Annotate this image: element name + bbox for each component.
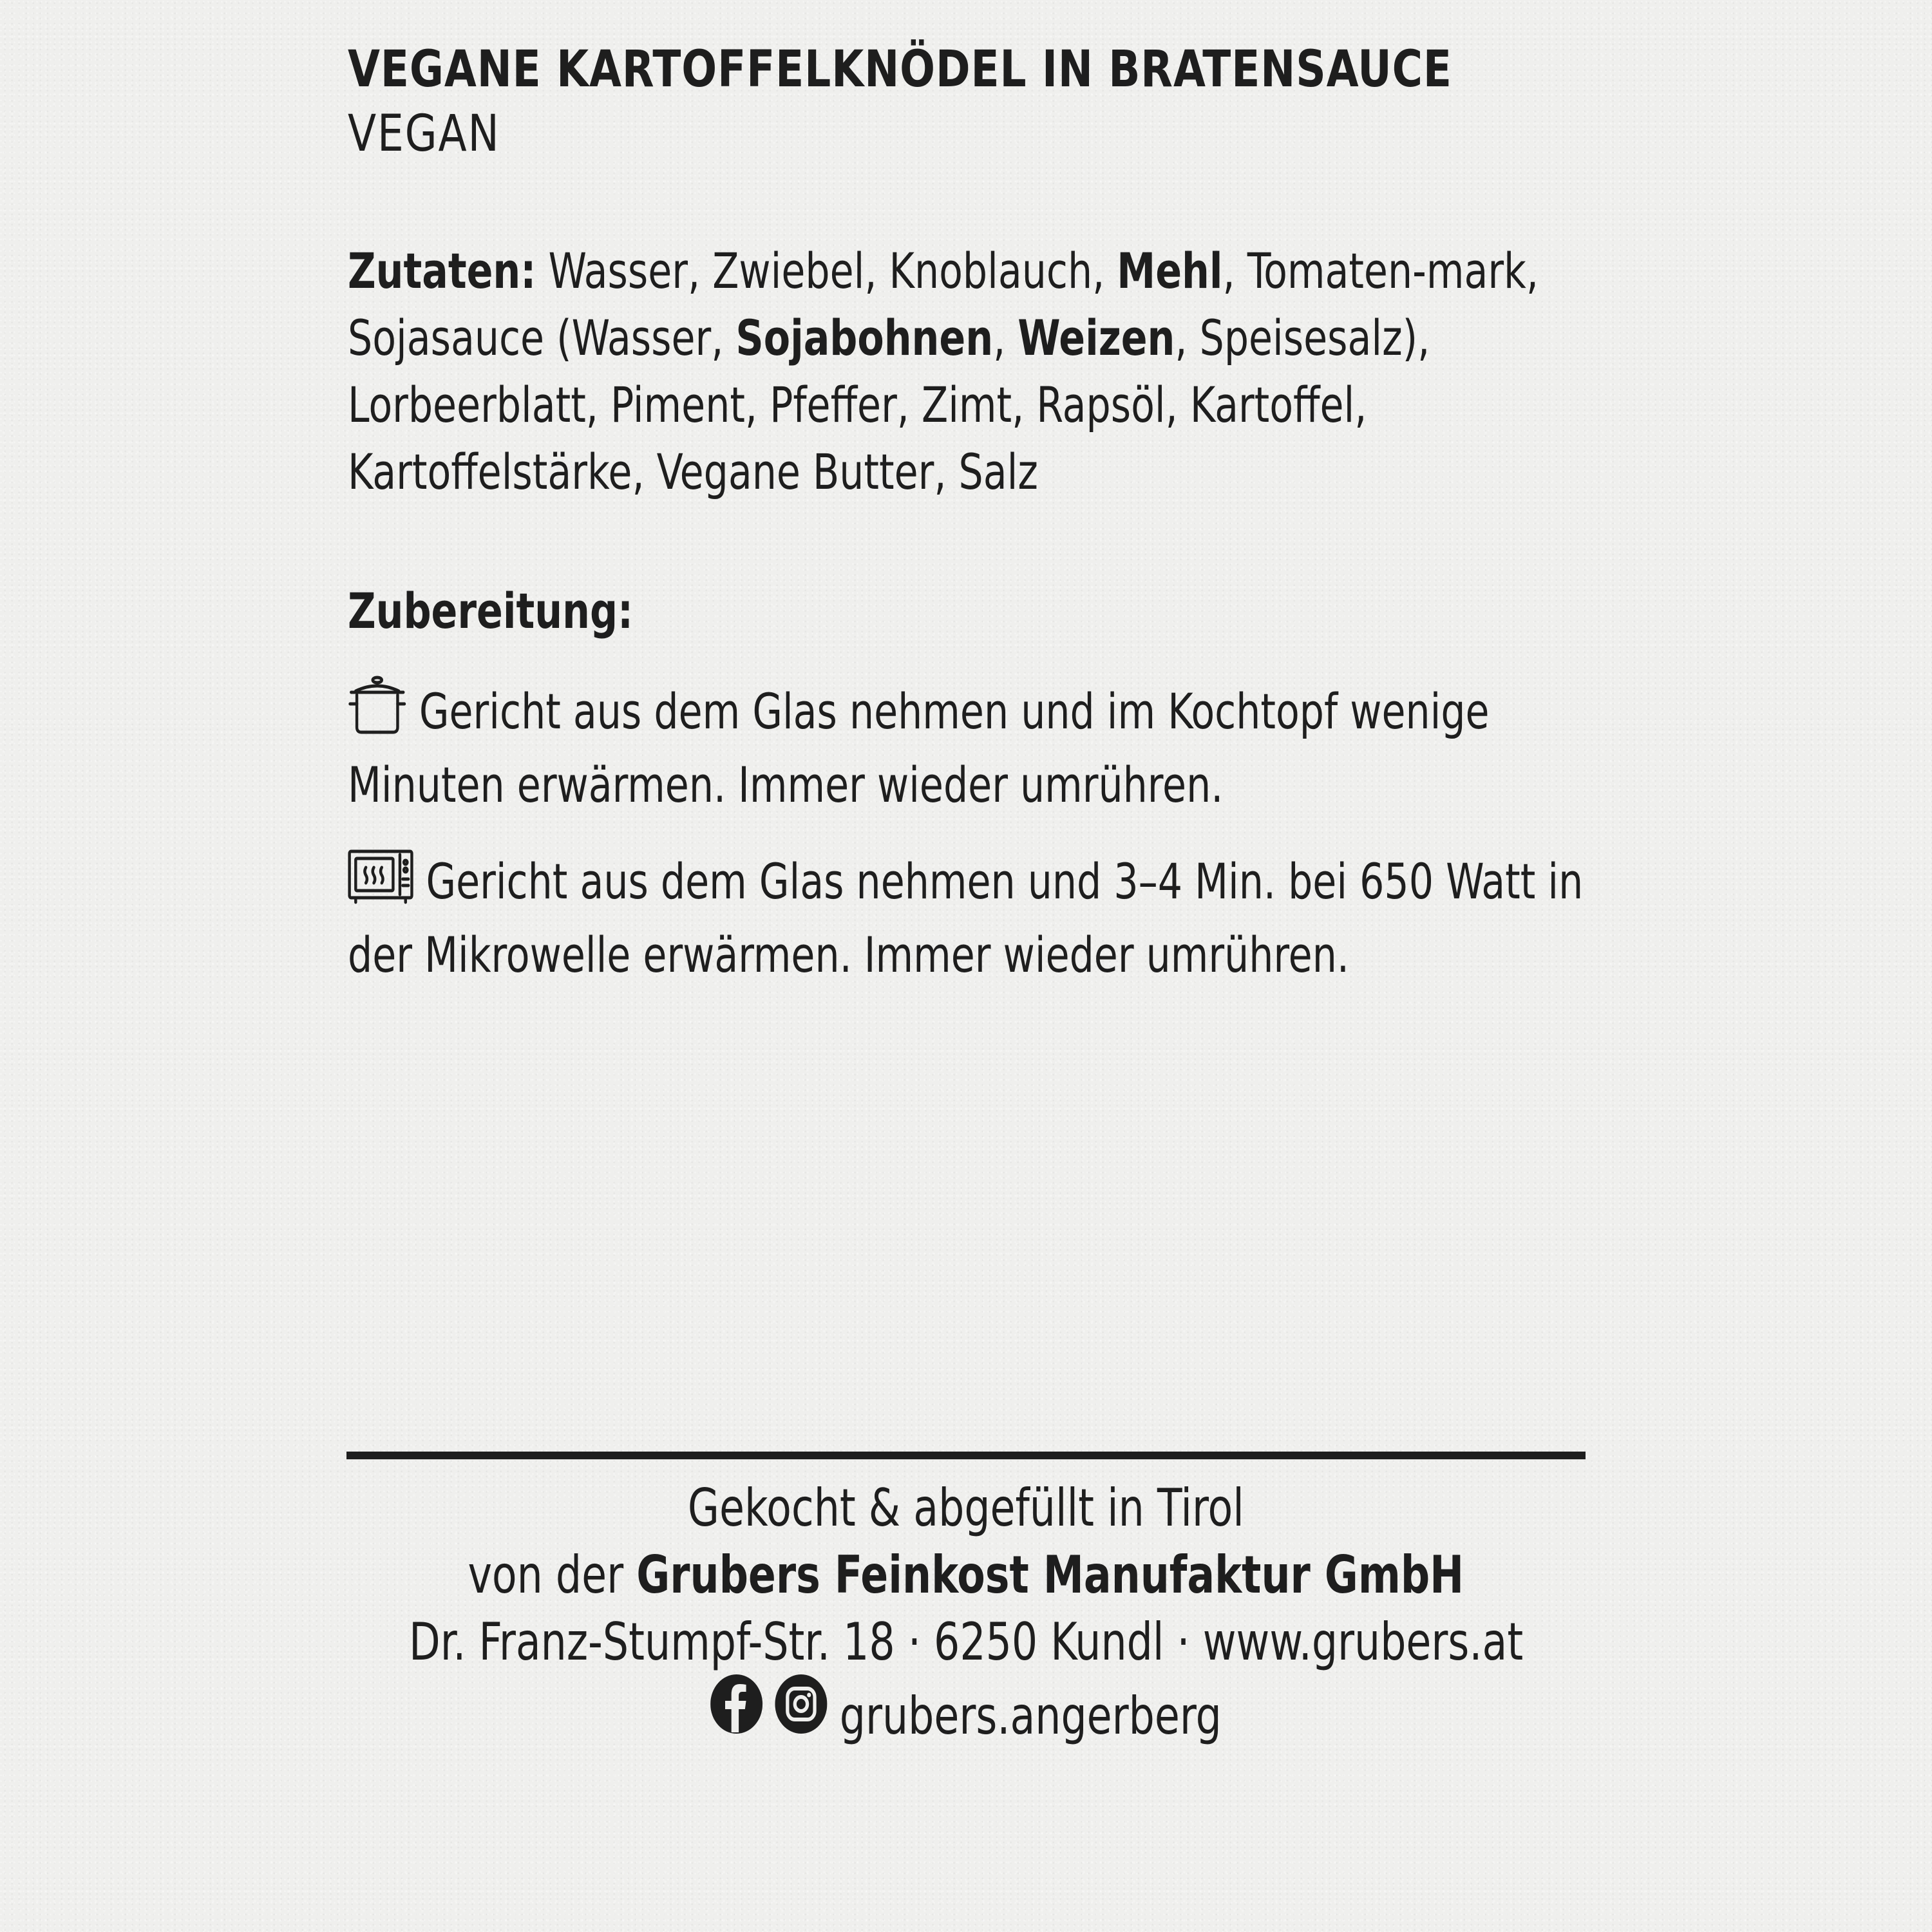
footer-line-2 — [0, 1542, 1932, 1609]
microwave-icon — [348, 849, 413, 922]
preparation-step-pot-text: Gericht aus dem Glas nehmen und im Kochtopf wenige Minuten erwärmen. Immer wieder umrühren. — [348, 682, 1490, 813]
instagram-icon[interactable] — [775, 1674, 827, 1734]
allergen-weizen: Weizen — [1018, 308, 1175, 366]
footer-address: Dr. Franz-Stumpf-Str. 18 · 6250 Kundl · www.grubers.at — [408, 1612, 1524, 1672]
social-handle[interactable]: grubers.angerberg — [839, 1686, 1222, 1746]
footer-line-2-prefix: von der — [468, 1545, 637, 1605]
ingredients-text-1: Wasser, Zwiebel, Knoblauch, — [536, 242, 1117, 299]
allergen-sojabohnen: Sojabohnen — [735, 308, 994, 366]
ingredients-paragraph — [348, 238, 1583, 506]
preparation-step-pot — [348, 676, 1583, 819]
preparation-heading: Zubereitung: — [348, 582, 634, 639]
preparation-step-microwave — [348, 848, 1583, 989]
facebook-icon[interactable] — [710, 1674, 762, 1734]
footer-social — [0, 1674, 1932, 1750]
product-subtitle: VEGAN — [348, 104, 500, 163]
product-label — [348, 39, 1584, 989]
footer-divider — [346, 1452, 1586, 1459]
ingredients-label: Zutaten: — [348, 242, 536, 299]
ingredients-text-2: , Tomaten-mark, Sojasauce (Wasser, — [348, 242, 1539, 366]
preparation-step-microwave-text: Gericht aus dem Glas nehmen und 3–4 Min. bei 650 Watt in der Mikrowelle erwärmen. Immer wieder umrühren. — [348, 852, 1584, 983]
ingredients-text-3: , — [993, 308, 1018, 366]
allergen-mehl: Mehl — [1117, 242, 1223, 299]
company-name: Grubers Feinkost Manufaktur GmbH — [636, 1545, 1464, 1605]
cooking-pot-icon — [348, 676, 407, 752]
product-title: VEGANE KARTOFFELKNÖDEL IN BRATENSAUCE — [348, 41, 1452, 99]
footer-line-1: Gekocht & abgefüllt in Tirol — [688, 1478, 1244, 1538]
ingredients-text-4: , Speisesalz), Lorbeerblatt, Piment, Pfeffer, Zimt, Rapsöl, Kartoffel, Kartoffelstärke, Vegane Butter, Salz — [348, 308, 1430, 500]
